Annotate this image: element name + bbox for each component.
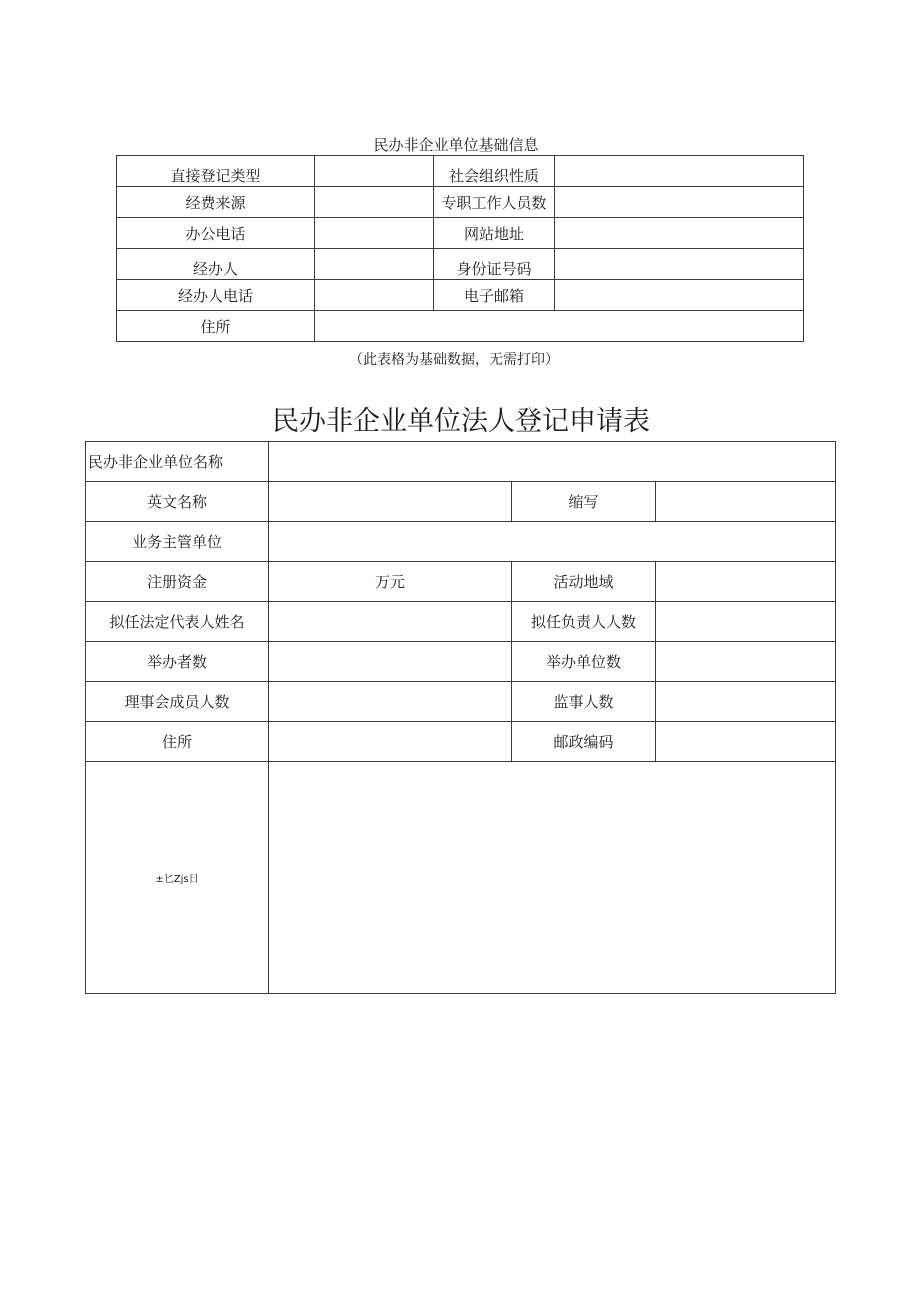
table-row xyxy=(117,280,804,311)
activity-area-label: 活动地域 xyxy=(512,562,656,602)
handler-field[interactable] xyxy=(315,249,434,280)
residence-label: 住所 xyxy=(86,722,269,762)
registered-capital-label: 注册资金 xyxy=(86,562,269,602)
founder-unit-count-label: 举办单位数 xyxy=(512,642,656,682)
table-row xyxy=(117,156,804,187)
handler-phone-label: 经办人电话 xyxy=(117,280,315,311)
table-row xyxy=(117,311,804,342)
org-nature-field[interactable] xyxy=(555,156,804,187)
id-number-field[interactable] xyxy=(555,249,804,280)
address-label: 住所 xyxy=(117,311,315,342)
org-name-label: 民办非企业单位名称 xyxy=(86,442,269,482)
business-scope-field[interactable] xyxy=(269,762,836,994)
org-nature-label: 社会组织性质 xyxy=(434,156,555,187)
table-row xyxy=(117,187,804,218)
handler-label: 经办人 xyxy=(117,249,315,280)
email-field[interactable] xyxy=(555,280,804,311)
leader-count-label: 拟任负责人人数 xyxy=(512,602,656,642)
board-member-count-field[interactable] xyxy=(269,682,512,722)
table-row xyxy=(86,722,836,762)
legal-rep-field[interactable] xyxy=(269,602,512,642)
abbreviation-label: 缩写 xyxy=(512,482,656,522)
residence-field[interactable] xyxy=(269,722,512,762)
founder-count-label: 举办者数 xyxy=(86,642,269,682)
postcode-field[interactable] xyxy=(656,722,836,762)
table-row xyxy=(86,602,836,642)
website-label: 网站地址 xyxy=(434,218,555,249)
supervisor-unit-field[interactable] xyxy=(269,522,836,562)
table-row xyxy=(86,522,836,562)
funding-source-label: 经费来源 xyxy=(117,187,315,218)
basic-info-note: （此表格为基础数据，无需打印） xyxy=(349,352,559,368)
board-member-count-label: 理事会成员人数 xyxy=(86,682,269,722)
legal-rep-label: 拟任法定代表人姓名 xyxy=(86,602,269,642)
address-field[interactable] xyxy=(315,311,804,342)
supervisor-count-field[interactable] xyxy=(656,682,836,722)
application-table xyxy=(85,441,836,994)
direct-registration-type-field[interactable] xyxy=(315,156,434,187)
website-field[interactable] xyxy=(555,218,804,249)
registered-capital-field[interactable]: 万元 xyxy=(269,562,512,602)
founder-count-field[interactable] xyxy=(269,642,512,682)
supervisor-unit-label: 业务主管单位 xyxy=(86,522,269,562)
table-row xyxy=(86,762,836,994)
leader-count-field[interactable] xyxy=(656,602,836,642)
supervisor-count-label: 监事人数 xyxy=(512,682,656,722)
table-row xyxy=(86,442,836,482)
handler-phone-field[interactable] xyxy=(315,280,434,311)
id-number-label: 身份证号码 xyxy=(434,249,555,280)
founder-unit-count-field[interactable] xyxy=(656,642,836,682)
table-row xyxy=(86,562,836,602)
basic-info-title: 民办非企业单位基础信息 xyxy=(373,136,539,154)
application-title: 民办非企业单位法人登记申请表 xyxy=(272,406,650,437)
table-row xyxy=(86,482,836,522)
office-phone-label: 办公电话 xyxy=(117,218,315,249)
table-row xyxy=(117,249,804,280)
activity-area-field[interactable] xyxy=(656,562,836,602)
table-row xyxy=(86,682,836,722)
email-label: 电子邮箱 xyxy=(434,280,555,311)
abbreviation-field[interactable] xyxy=(656,482,836,522)
english-name-field[interactable] xyxy=(269,482,512,522)
funding-source-field[interactable] xyxy=(315,187,434,218)
english-name-label: 英文名称 xyxy=(86,482,269,522)
table-row xyxy=(86,642,836,682)
fulltime-staff-label: 专职工作人员数 xyxy=(434,187,555,218)
business-scope-label: ±匕Zjs日 xyxy=(86,762,269,994)
table-row xyxy=(117,218,804,249)
org-name-field[interactable] xyxy=(269,442,836,482)
direct-registration-type-label: 直接登记类型 xyxy=(117,156,315,187)
postcode-label: 邮政编码 xyxy=(512,722,656,762)
office-phone-field[interactable] xyxy=(315,218,434,249)
fulltime-staff-field[interactable] xyxy=(555,187,804,218)
basic-info-table xyxy=(116,155,804,342)
